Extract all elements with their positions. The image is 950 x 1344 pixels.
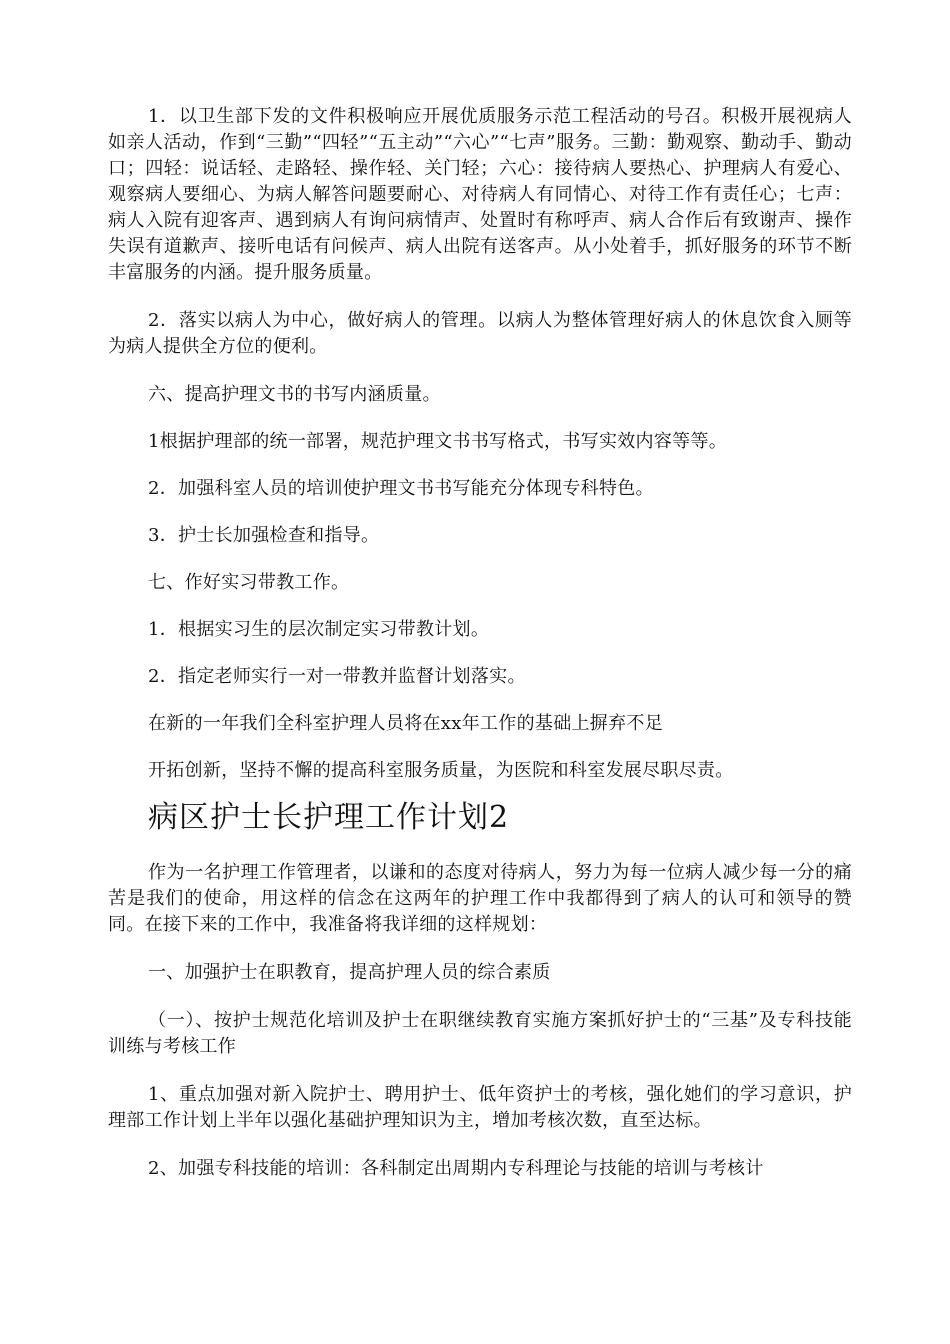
paragraph-training-plan: （一）、按护士规范化培训及护士在职继续教育实施方案抓好护士的“三基”及专科技能训练与考核工作 [108, 1010, 852, 1057]
paragraph-service-quality: 1．以卫生部下发的文件积极响应开展优质服务示范工程活动的号召。积极开展视病人如亲人活动，作到“三勤”“四轻”“五主动”“六心”“七声”服务。三勤：勤观察、勤动手、勤动口；四轻：说话轻、走路轻、操作轻、关门轻；六心：接待病人要热心、护理病人有爱心、观察病人要细心、为病人解答问题要耐心、对待病人有同情心、对待工作有责任心；七声：病人入院有迎客声、遇到病人有询问病情声、处置时有称呼声、病人合作后有致谢声、操作失误有道歉声、接听电话有问候声、病人出院有送客声。从小处着手，抓好服务的环节不断丰富服务的内涵。提升服务质量。 [108, 106, 852, 283]
paragraph-new-year: 在新的一年我们全科室护理人员将在xx年工作的基础上摒弃不足 [148, 713, 663, 734]
paragraph-new-nurses: 1、重点加强对新入院护士、聘用护士、低年资护士的考核，强化她们的学习意识，护理部工作计划上半年以强化基础护理知识为主，增加考核次数，直至达标。 [108, 1084, 852, 1131]
section-heading-six: 六、提高护理文书的书写内涵质量。 [148, 384, 441, 405]
section-title: 病区护士长护理工作计划2 [148, 800, 510, 835]
paragraph-intro: 作为一名护理工作管理者，以谦和的态度对待病人，努力为每一位病人减少每一分的痛苦是我们的使命，用这样的信念在这两年的护理工作中我都得到了病人的认可和领导的赞同。在接下来的工作中，我准备将我详细的这样规划： [108, 862, 852, 935]
section-heading-seven: 七、作好实习带教工作。 [148, 572, 350, 593]
paragraph-specialty-skills: 2、加强专科技能的培训：各科制定出周期内专科理论与技能的培训与考核计 [148, 1158, 764, 1179]
paragraph-closing: 开拓创新，坚持不懈的提高科室服务质量，为医院和科室发展尽职尽责。 [148, 760, 734, 781]
document-page [108, 104, 852, 1182]
paragraph-documents-1: 1根据护理部的统一部署，规范护理文书书写格式，书写实效内容等等。 [148, 431, 728, 452]
paragraph-teaching-2: 2．指定老师实行一对一带教并监督计划落实。 [148, 666, 526, 687]
section-heading-one: 一、加强护士在职教育，提高护理人员的综合素质 [148, 962, 551, 983]
paragraph-patient-management: 2．落实以病人为中心，做好病人的管理。以病人为整体管理好病人的休息饮食入厕等为病人提供全方位的便利。 [108, 310, 852, 357]
paragraph-documents-3: 3．护士长加强检查和指导。 [148, 525, 380, 546]
paragraph-documents-2: 2．加强科室人员的培训使护理文书书写能充分体现专科特色。 [148, 478, 654, 499]
paragraph-teaching-1: 1．根据实习生的层次制定实习带教计划。 [148, 619, 490, 640]
